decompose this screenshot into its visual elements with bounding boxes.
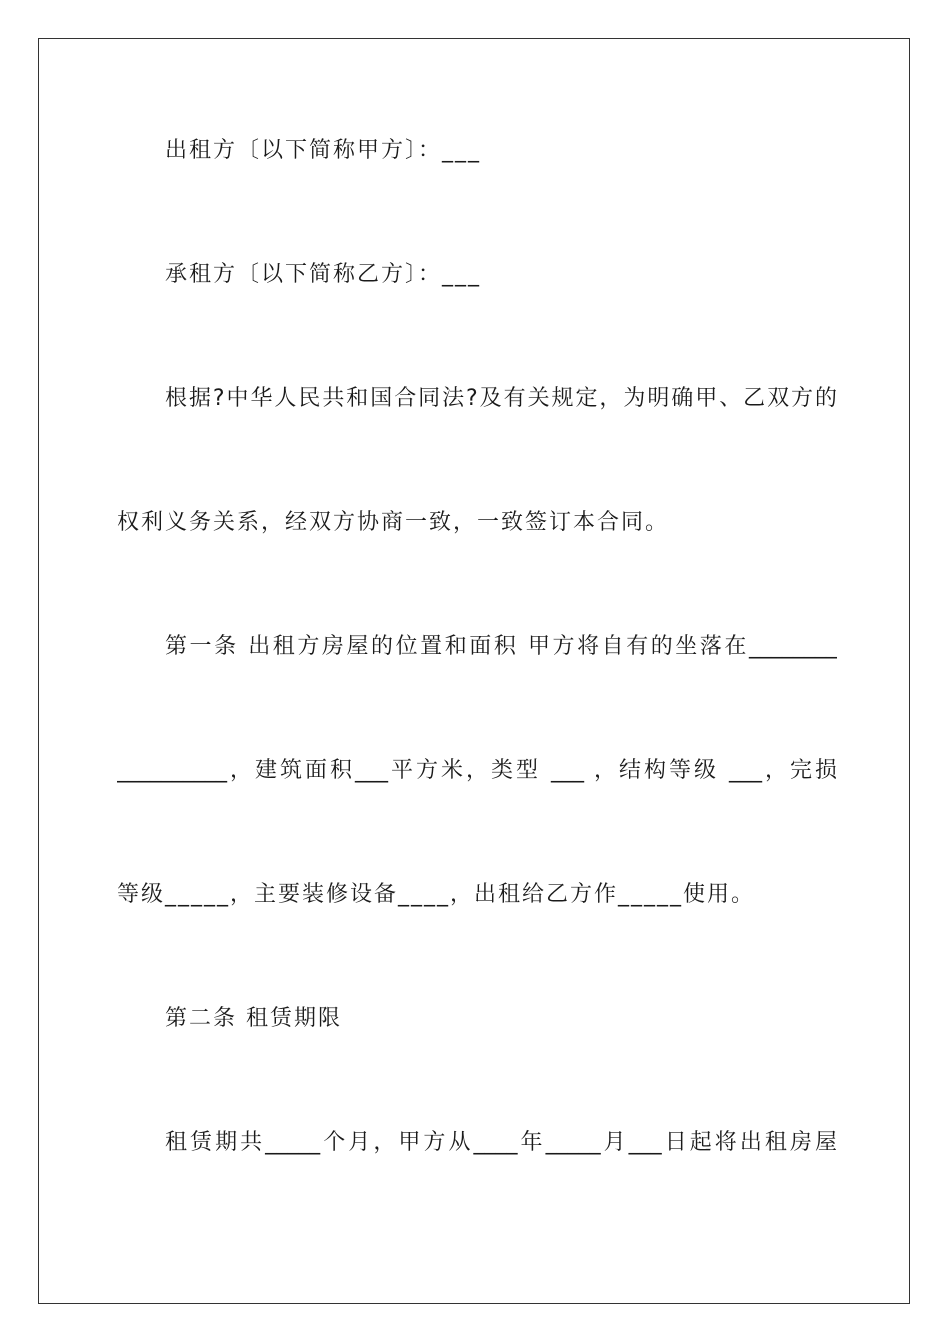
lessor-line: 出租方〔以下简称甲方〕：___ bbox=[165, 138, 482, 163]
preamble-line-1: 根据?中华人民共和国合同法?及有关规定，为明确甲、乙双方的 bbox=[165, 386, 837, 411]
article-1-line-2: __________，建筑面积___平方米，类型 ___ ，结构等级 ___，完损 bbox=[117, 758, 837, 783]
article-1-line-1: 第一条 出租方房屋的位置和面积 甲方将自有的坐落在________ bbox=[165, 634, 837, 659]
lessee-line: 承租方〔以下简称乙方〕：___ bbox=[165, 262, 482, 287]
article-2-heading: 第二条 租赁期限 bbox=[165, 1006, 342, 1031]
article-2-line-1: 租赁期共_____个月，甲方从____年_____月___日起将出租房屋 bbox=[165, 1130, 837, 1155]
page-frame bbox=[38, 38, 910, 1304]
preamble-line-2: 权利义务关系，经双方协商一致，一致签订本合同。 bbox=[117, 510, 670, 535]
article-1-line-3: 等级_____，主要装修设备____，出租给乙方作_____使用。 bbox=[117, 882, 756, 907]
